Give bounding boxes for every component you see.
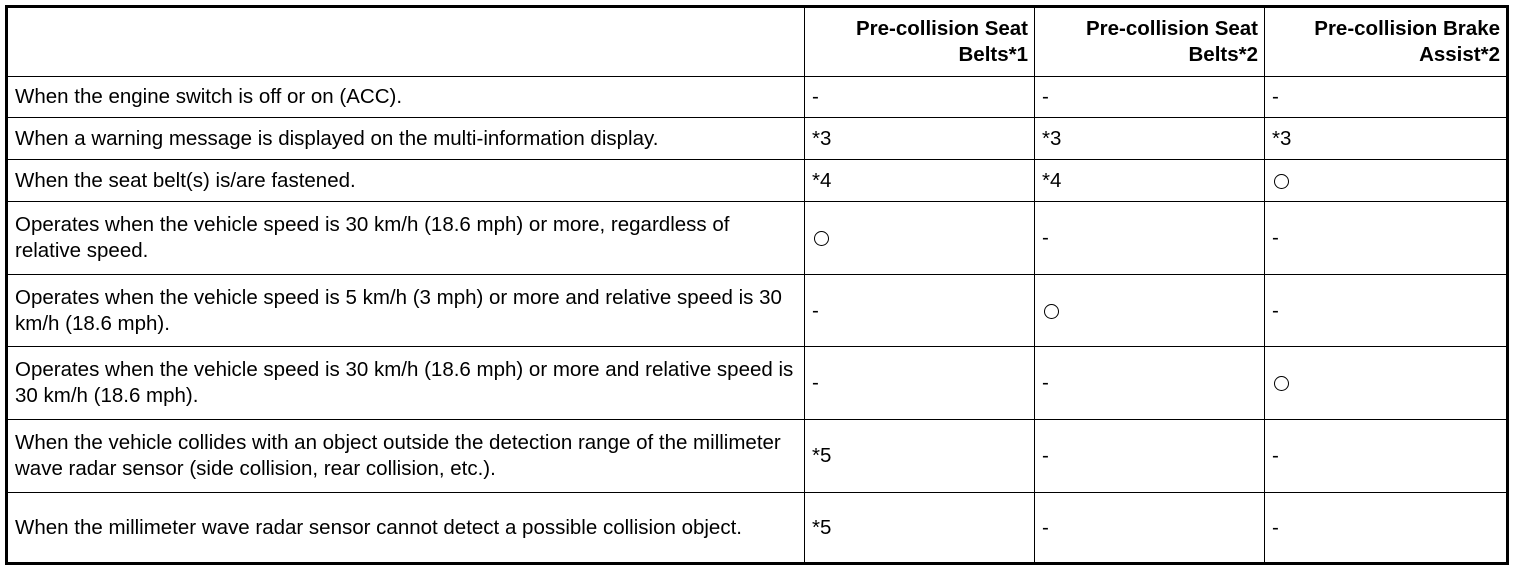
circle-mark-icon [1274, 376, 1289, 391]
circle-mark-icon [814, 231, 829, 246]
circle-mark-text [1289, 370, 1290, 371]
condition-cell: When the millimeter wave radar sensor cannot detect a possible collision object. [7, 493, 805, 564]
operation-conditions-table [5, 5, 1509, 565]
table-row [7, 275, 1508, 347]
value-cell [1265, 347, 1508, 420]
table-row [7, 77, 1508, 118]
value-cell: - [1265, 275, 1508, 347]
circle-mark-text [1059, 298, 1060, 299]
value-cell: *3 [1035, 118, 1265, 160]
value-cell: - [1035, 77, 1265, 118]
value-cell: *3 [805, 118, 1035, 160]
circle-mark-text [829, 225, 830, 226]
header-precollision-seat-belts-1: Pre-collision Seat Belts*1 [805, 7, 1035, 77]
value-cell [805, 202, 1035, 275]
value-cell: - [1265, 77, 1508, 118]
operation-conditions-table-wrapper [5, 5, 1509, 565]
condition-cell: Operates when the vehicle speed is 30 km/h (18.6 mph) or more, regardless of relative speed. [7, 202, 805, 275]
table-row [7, 347, 1508, 420]
table-row [7, 160, 1508, 202]
value-cell: - [805, 275, 1035, 347]
value-cell: - [805, 77, 1035, 118]
header-precollision-seat-belts-2: Pre-collision Seat Belts*2 [1035, 7, 1265, 77]
table-row [7, 202, 1508, 275]
value-cell: - [1265, 420, 1508, 493]
value-cell: - [1265, 493, 1508, 564]
circle-mark-icon [1274, 174, 1289, 189]
condition-cell: When a warning message is displayed on the multi-information display. [7, 118, 805, 160]
value-cell: *5 [805, 493, 1035, 564]
value-cell: - [1035, 420, 1265, 493]
condition-cell: Operates when the vehicle speed is 30 km/h (18.6 mph) or more and relative speed is 30 km/h (18.6 mph). [7, 347, 805, 420]
value-cell: *3 [1265, 118, 1508, 160]
value-cell: - [805, 347, 1035, 420]
circle-mark-icon [1044, 304, 1059, 319]
table-row [7, 420, 1508, 493]
value-cell [1035, 275, 1265, 347]
table-row [7, 493, 1508, 564]
value-cell: *4 [1035, 160, 1265, 202]
header-row [7, 7, 1508, 77]
value-cell: - [1035, 493, 1265, 564]
condition-cell: When the seat belt(s) is/are fastened. [7, 160, 805, 202]
value-cell: - [1035, 202, 1265, 275]
header-precollision-brake-assist-2: Pre-collision Brake Assist*2 [1265, 7, 1508, 77]
circle-mark-text [1289, 168, 1290, 169]
condition-cell: When the engine switch is off or on (ACC). [7, 77, 805, 118]
condition-cell: Operates when the vehicle speed is 5 km/h (3 mph) or more and relative speed is 30 km/h (18.6 mph). [7, 275, 805, 347]
condition-cell: When the vehicle collides with an object outside the detection range of the millimeter wave radar sensor (side collision, rear collision, etc.). [7, 420, 805, 493]
table-row [7, 118, 1508, 160]
value-cell: - [1265, 202, 1508, 275]
header-blank-cell [7, 7, 805, 77]
value-cell: *5 [805, 420, 1035, 493]
value-cell: - [1035, 347, 1265, 420]
value-cell: *4 [805, 160, 1035, 202]
value-cell [1265, 160, 1508, 202]
